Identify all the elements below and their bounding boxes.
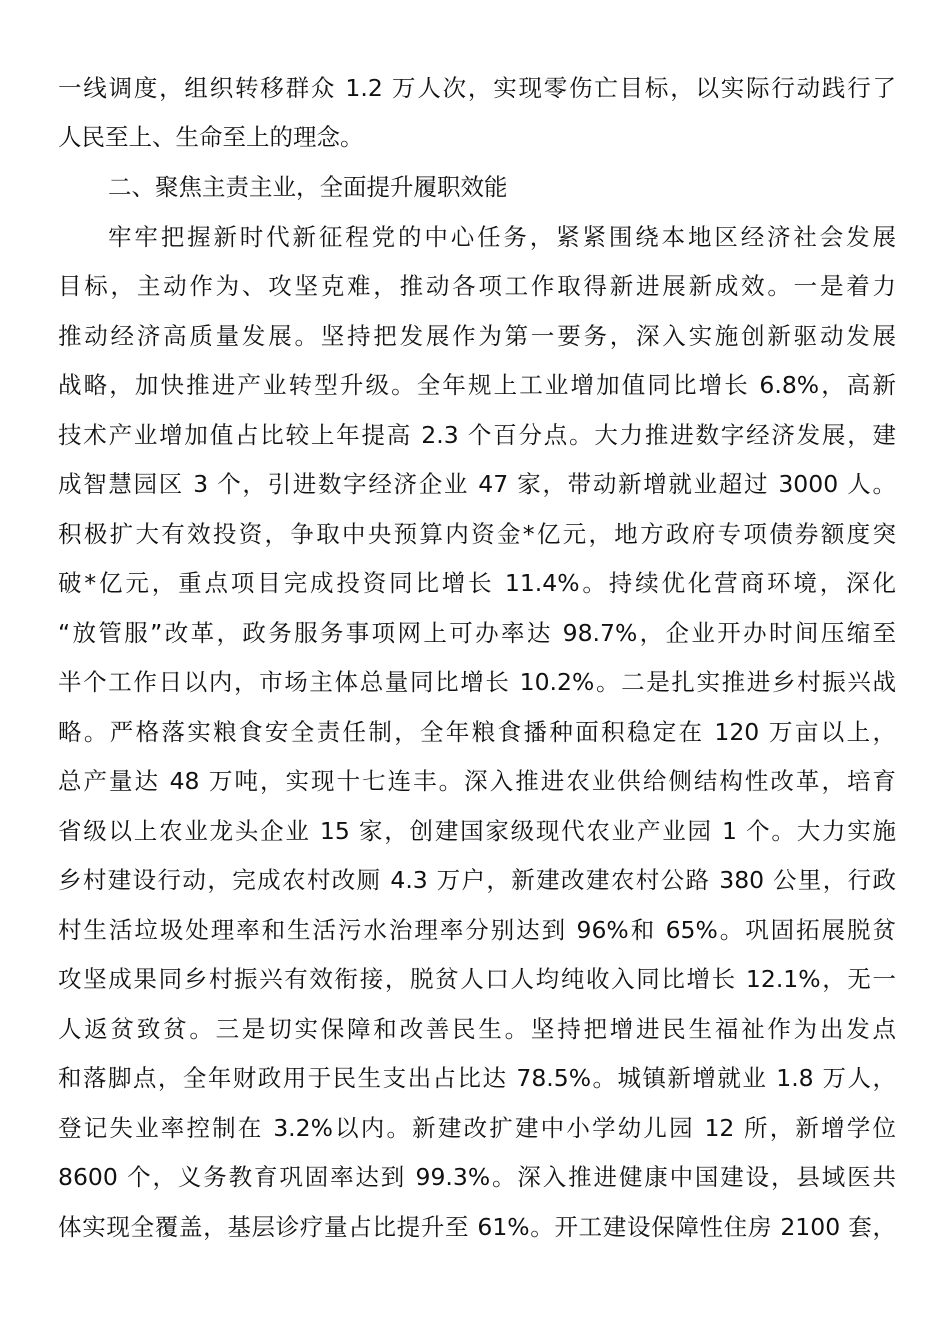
text-line: 人民至上、生命至上的理念。 (58, 123, 364, 151)
section-heading: 二、聚焦主责主业，全面提升履职效能 (108, 173, 508, 201)
text-line: 半个工作日以内，市场主体总量同比增长 10.2%。二是扎实推进乡村振兴战 (58, 668, 896, 696)
text-line: 推动经济高质量发展。坚持把发展作为第一要务，深入实施创新驱动发展 (58, 322, 896, 350)
text-line: 省级以上农业龙头企业 15 家，创建国家级现代农业产业园 1 个。大力实施 (58, 817, 896, 845)
text-line: 8600 个，义务教育巩固率达到 99.3%。深入推进健康中国建设，县域医共 (58, 1163, 896, 1191)
text-line: “放管服”改革，政务服务事项网上可办率达 98.7%，企业开办时间压缩至 (58, 619, 896, 647)
text-line: 破*亿元，重点项目完成投资同比增长 11.4%。持续优化营商环境，深化 (58, 569, 896, 597)
text-line: 牢牢把握新时代新征程党的中心任务，紧紧围绕本地区经济社会发展 (108, 223, 896, 251)
text-line: 成智慧园区 3 个，引进数字经济企业 47 家，带动新增就业超过 3000 人。 (58, 470, 896, 498)
text-line: 乡村建设行动，完成农村改厕 4.3 万户，新建改建农村公路 380 公里，行政 (58, 866, 896, 894)
text-line: 和落脚点，全年财政用于民生支出占比达 78.5%。城镇新增就业 1.8 万人， (58, 1064, 896, 1092)
text-line: 目标，主动作为、攻坚克难，推动各项工作取得新进展新成效。一是着力 (58, 272, 896, 300)
text-line: 攻坚成果同乡村振兴有效衔接，脱贫人口人均纯收入同比增长 12.1%，无一 (58, 965, 896, 993)
text-line: 登记失业率控制在 3.2%以内。新建改扩建中小学幼儿园 12 所，新增学位 (58, 1114, 896, 1142)
text-line: 略。严格落实粮食安全责任制，全年粮食播种面积稳定在 120 万亩以上， (58, 718, 896, 746)
text-line: 总产量达 48 万吨，实现十七连丰。深入推进农业供给侧结构性改革，培育 (58, 767, 896, 795)
text-line: 村生活垃圾处理率和生活污水治理率分别达到 96%和 65%。巩固拓展脱贫 (58, 916, 896, 944)
text-line: 技术产业增加值占比较上年提高 2.3 个百分点。大力推进数字经济发展，建 (58, 421, 896, 449)
text-line: 人返贫致贫。三是切实保障和改善民生。坚持把增进民生福祉作为出发点 (58, 1015, 896, 1043)
text-line: 积极扩大有效投资，争取中央预算内资金*亿元，地方政府专项债券额度突 (58, 520, 896, 548)
text-line: 一线调度，组织转移群众 1.2 万人次，实现零伤亡目标，以实际行动践行了 (58, 74, 896, 102)
text-line: 体实现全覆盖，基层诊疗量占比提升至 61%。开工建设保障性住房 2100 套， (58, 1213, 896, 1241)
text-line: 战略，加快推进产业转型升级。全年规上工业增加值同比增长 6.8%，高新 (58, 371, 896, 399)
